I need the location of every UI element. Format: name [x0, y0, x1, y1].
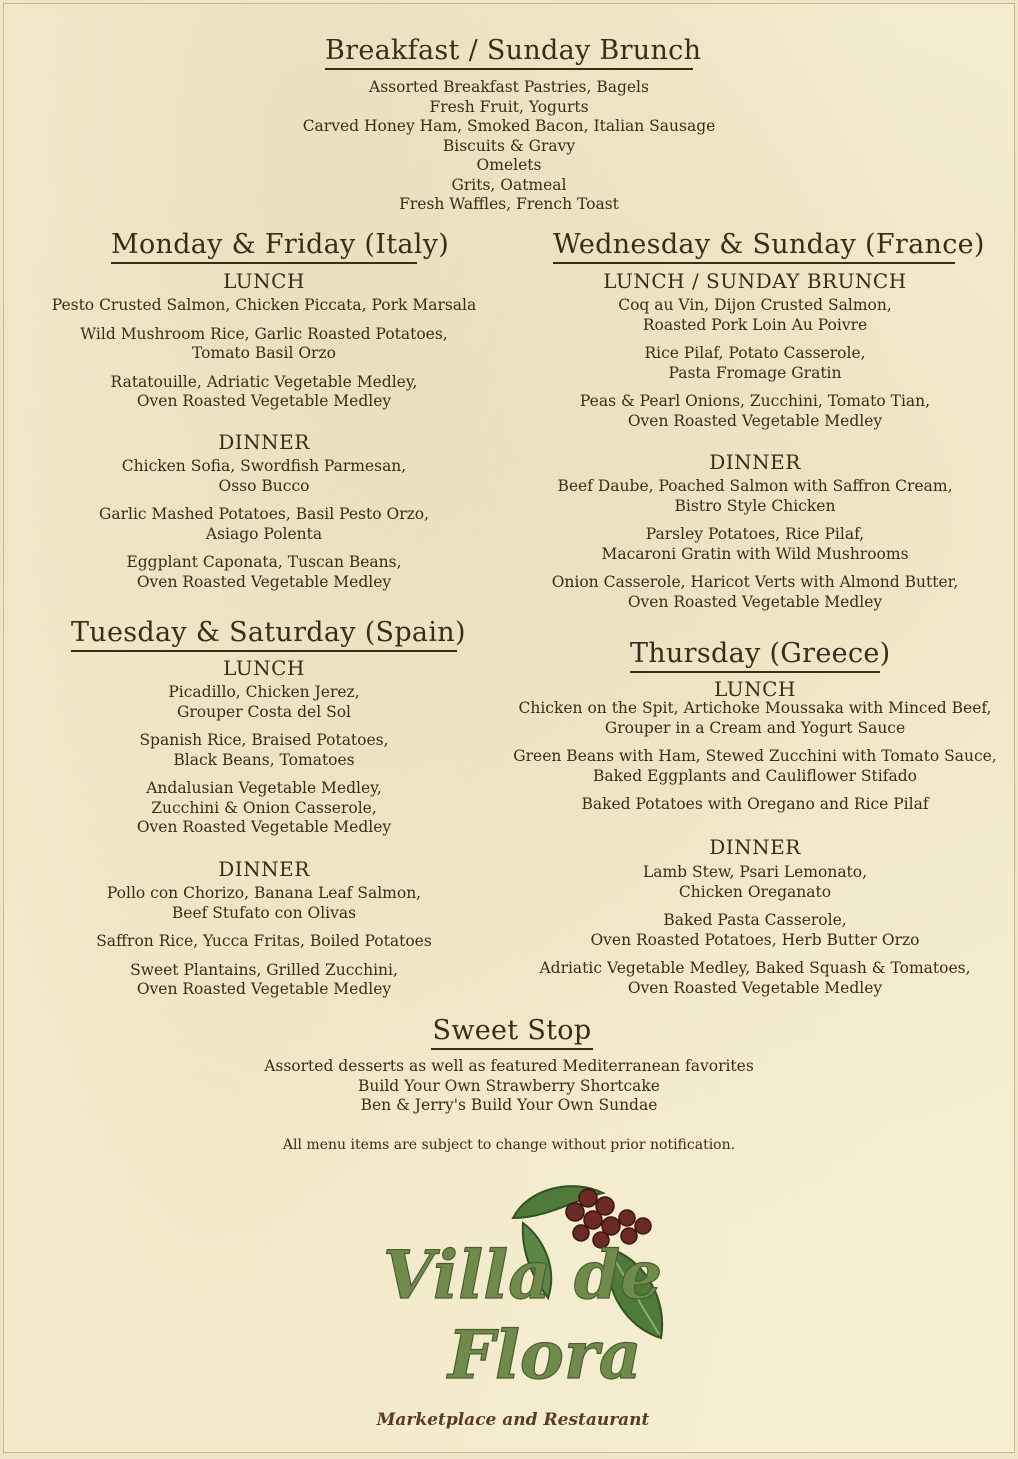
menu-line: Macaroni Gratin with Wild Mushrooms: [601, 544, 909, 563]
menu-line: Baked Potatoes with Oregano and Rice Pilaf: [581, 795, 929, 813]
greece-lunch-items: [505, 699, 1005, 815]
menu-line: Tomato Basil Orzo: [192, 344, 336, 362]
menu-line: Beef Daube, Poached Salmon with Saffron Cream,: [557, 477, 953, 495]
menu-line: Baked Eggplants and Cauliflower Stifado: [593, 766, 917, 785]
menu-line: Ratatouille, Adriatic Vegetable Medley,: [110, 372, 418, 391]
menu-page: [3, 3, 1015, 1453]
france-lunch-items: [505, 296, 1005, 431]
spain-lunch-items: [13, 683, 515, 838]
menu-notice: All menu items are subject to change without prior notification.: [282, 1137, 736, 1153]
menu-line: Garlic Mashed Potatoes, Basil Pesto Orzo,: [98, 505, 430, 523]
menu-line: Chicken Sofia, Swordfish Parmesan,: [121, 457, 407, 475]
italy-lunch-items: [13, 296, 515, 412]
sweet-items: [203, 1057, 815, 1116]
italy-heading: Monday & Friday (Italy): [111, 229, 417, 264]
menu-line: Green Beans with Ham, Stewed Zucchini with Tomato Sauce,: [513, 747, 997, 765]
france-dinner-label: DINNER: [709, 450, 801, 474]
breakfast-heading: Breakfast / Sunday Brunch: [325, 35, 693, 70]
menu-line: Onion Casserole, Haricot Verts with Almond Butter,: [551, 573, 959, 591]
italy-dinner-items: [13, 457, 515, 592]
menu-line: Baked Pasta Casserole,: [663, 911, 847, 929]
restaurant-logo: [343, 1178, 683, 1438]
menu-line: Picadillo, Chicken Jerez,: [168, 683, 360, 701]
italy-lunch-label: LUNCH: [223, 269, 305, 293]
menu-line: Oven Roasted Vegetable Medley: [627, 978, 883, 997]
menu-line: Bistro Style Chicken: [674, 496, 836, 515]
menu-line: Oven Roasted Vegetable Medley: [136, 818, 392, 836]
menu-line: Pasta Fromage Gratin: [668, 363, 842, 382]
menu-line: Beef Stufato con Olivas: [171, 903, 357, 922]
menu-line: Oven Roasted Vegetable Medley: [136, 980, 392, 998]
menu-line: Assorted Breakfast Pastries, Bagels: [369, 78, 649, 96]
menu-line: Coq au Vin, Dijon Crusted Salmon,: [618, 296, 892, 314]
menu-line: Fresh Fruit, Yogurts: [429, 97, 589, 116]
france-dinner-items: [505, 477, 1005, 612]
menu-line: Fresh Waffles, French Toast: [399, 195, 619, 213]
sweet-heading: Sweet Stop: [431, 1015, 593, 1050]
menu-line: Chicken on the Spit, Artichoke Moussaka with Minced Beef,: [518, 699, 992, 717]
greece-dinner-items: [505, 863, 1005, 998]
menu-line: Eggplant Caponata, Tuscan Beans,: [126, 553, 402, 571]
menu-line: Oven Roasted Vegetable Medley: [627, 411, 883, 430]
menu-line: Peas & Pearl Onions, Zucchini, Tomato Tian,: [579, 392, 931, 410]
france-lunch-label: LUNCH / SUNDAY BRUNCH: [603, 269, 907, 293]
menu-line: Andalusian Vegetable Medley,: [146, 779, 382, 797]
menu-line: Roasted Pork Loin Au Poivre: [642, 315, 868, 334]
menu-line: Chicken Oreganato: [678, 882, 832, 901]
menu-line: Zucchini & Onion Casserole,: [151, 798, 377, 817]
menu-line: Grouper in a Cream and Yogurt Sauce: [604, 718, 906, 737]
greece-lunch-label: LUNCH: [714, 677, 796, 701]
menu-line: Ben & Jerry's Build Your Own Sundae: [360, 1096, 658, 1114]
breakfast-items: [203, 78, 815, 215]
menu-line: Pollo con Chorizo, Banana Leaf Salmon,: [106, 884, 422, 902]
greece-dinner-label: DINNER: [709, 835, 801, 859]
menu-line: Grouper Costa del Sol: [177, 702, 351, 721]
svg-text:Flora: Flora: [448, 1316, 642, 1394]
menu-line: Saffron Rice, Yucca Fritas, Boiled Potatoes: [96, 932, 432, 950]
spain-lunch-label: LUNCH: [223, 656, 305, 680]
menu-line: Build Your Own Strawberry Shortcake: [358, 1076, 660, 1095]
menu-line: Wild Mushroom Rice, Garlic Roasted Potatoes,: [80, 324, 448, 343]
spain-dinner-items: [13, 884, 515, 1000]
svg-text:Villa de: Villa de: [383, 1236, 663, 1314]
menu-line: Assorted desserts as well as featured Mediterranean favorites: [264, 1057, 754, 1075]
menu-line: Spanish Rice, Braised Potatoes,: [139, 731, 389, 749]
logo-tagline: Marketplace and Restaurant: [376, 1410, 650, 1430]
menu-line: Carved Honey Ham, Smoked Bacon, Italian Sausage: [302, 117, 716, 135]
menu-line: Black Beans, Tomatoes: [173, 750, 355, 769]
menu-line: Oven Roasted Vegetable Medley: [136, 392, 392, 410]
menu-line: Oven Roasted Potatoes, Herb Butter Orzo: [590, 930, 920, 949]
spain-heading: Tuesday & Saturday (Spain): [71, 617, 457, 652]
menu-line: Adriatic Vegetable Medley, Baked Squash & Tomatoes,: [539, 959, 971, 977]
menu-line: Parsley Potatoes, Rice Pilaf,: [645, 525, 865, 543]
menu-line: Sweet Plantains, Grilled Zucchini,: [130, 960, 398, 979]
france-heading: Wednesday & Sunday (France): [553, 229, 955, 264]
italy-dinner-label: DINNER: [218, 430, 310, 454]
menu-line: Oven Roasted Vegetable Medley: [136, 572, 392, 591]
villa-de-flora-emblem: [343, 1178, 683, 1408]
menu-line: Pesto Crusted Salmon, Chicken Piccata, Pork Marsala: [51, 296, 477, 314]
menu-line: Oven Roasted Vegetable Medley: [627, 592, 883, 611]
menu-line: Lamb Stew, Psari Lemonato,: [642, 863, 868, 881]
menu-line: Omelets: [476, 156, 542, 174]
spain-dinner-label: DINNER: [218, 857, 310, 881]
menu-line: Asiago Polenta: [205, 524, 323, 543]
greece-heading: Thursday (Greece): [630, 638, 880, 673]
menu-line: Grits, Oatmeal: [451, 175, 567, 194]
menu-line: Rice Pilaf, Potato Casserole,: [644, 344, 866, 362]
menu-line: Biscuits & Gravy: [442, 136, 576, 155]
menu-line: Osso Bucco: [218, 476, 310, 495]
